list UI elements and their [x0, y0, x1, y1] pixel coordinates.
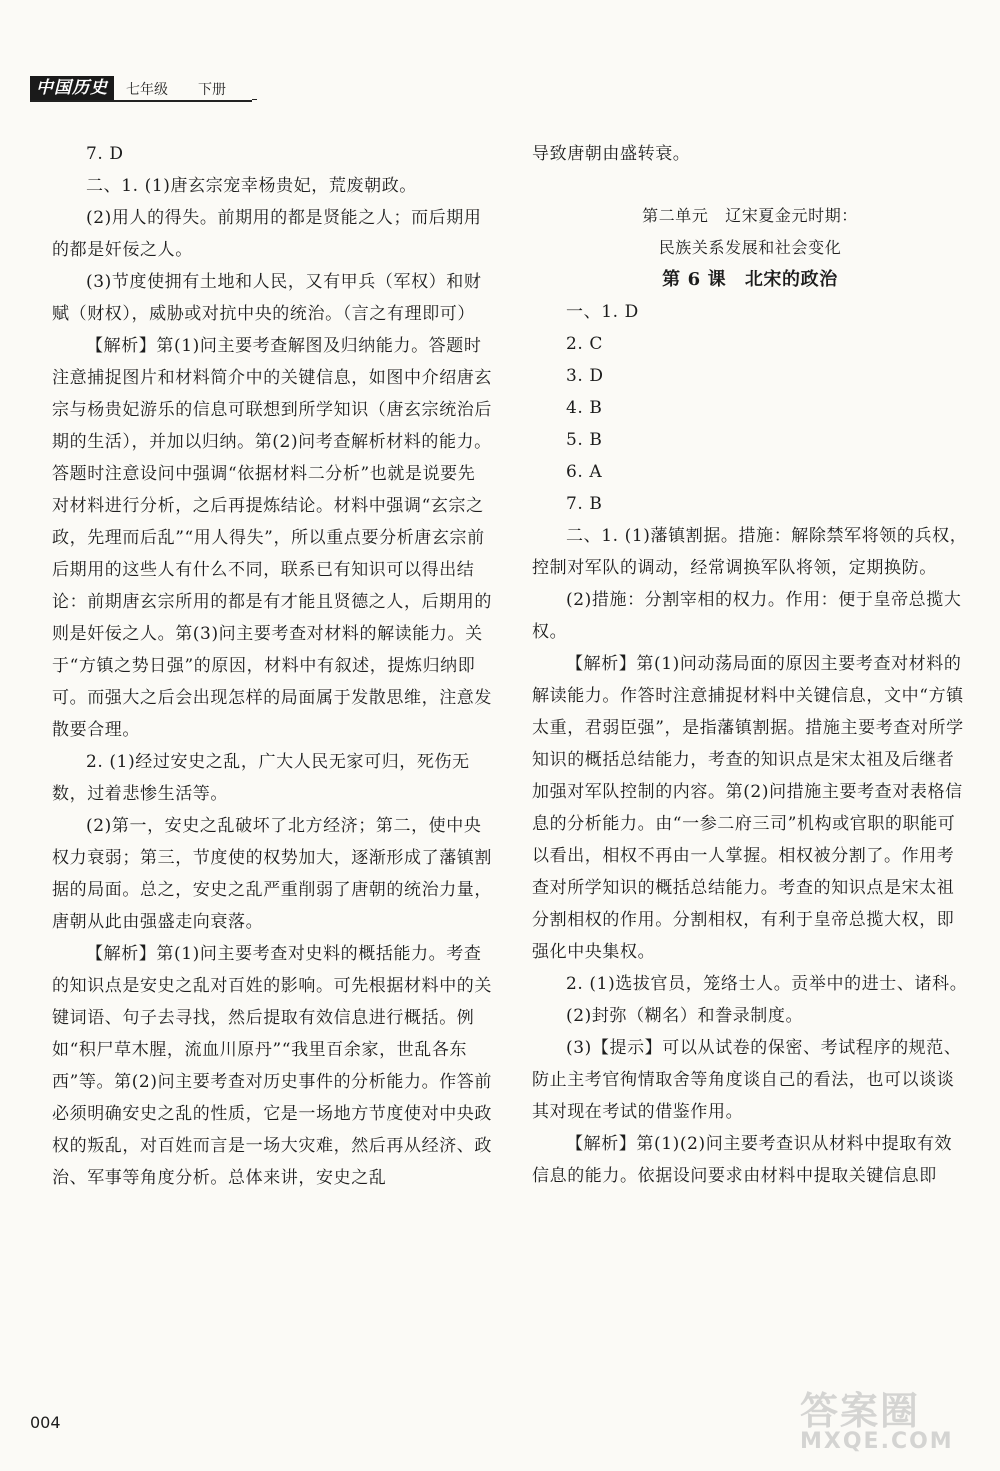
book-logo: 中国历史	[30, 76, 114, 100]
right-column	[532, 138, 968, 1192]
right-paragraph: 第二单元 辽宋夏金元时期：	[642, 206, 858, 225]
right-paragraph: 【解析】第(1)(2)问主要考查识从材料中提取有效信息的能力。依据设问要求由材料中提取关键信息即	[532, 1134, 953, 1186]
left-paragraph: 【解析】第(1)问主要考查解图及归纳能力。答题时注意捕捉图片和材料简介中的关键信息，如图中介绍唐玄宗与杨贵妃游乐的信息可联想到所学知识（唐玄宗统治后期的生活），并加以归纳。第(2)问考查解析材料的能力。答题时注意设问中强调“依据材料二分析”也就是说要先对材料进行分析，之后再提炼结论。材料中强调“玄宗之政，先理而后乱”“用人得失”，所以重点要分析唐玄宗前后期用的这些人有什么不同，联系已有知识可以得出结论：前期唐玄宗所用的都是有才能且贤德之人，后期用的则是奸佞之人。第(3)问主要考查对材料的解读能力。关于“方镇之势日强”的原因，材料中有叙述，提炼归纳即可。而强大之后会出现怎样的局面属于发散思维，注意发散要合理。	[52, 336, 492, 740]
right-paragraph: (2)封弥（糊名）和誊录制度。	[566, 1006, 804, 1026]
watermark-logo: 答案圈 MXQE.COM	[800, 1389, 954, 1454]
header-rule	[30, 100, 252, 102]
right-paragraph: 7. B	[566, 494, 603, 514]
left-paragraph: 二、1. (1)唐玄宗宠幸杨贵妃，荒废朝政。	[86, 176, 417, 196]
right-paragraph: 第 6 课 北宋的政治	[662, 269, 838, 290]
right-paragraph: (2)措施：分割宰相的权力。作用：便于皇帝总揽大权。	[532, 590, 962, 642]
left-paragraph: 7. D	[86, 144, 124, 164]
left-paragraph: (2)用人的得失。前期用的都是贤能之人；而后期用的都是奸佞之人。	[52, 208, 482, 260]
left-paragraph: 2. (1)经过安史之乱，广大人民无家可归，死伤无数，过着悲惨生活等。	[52, 752, 470, 804]
right-paragraph: (3)【提示】可以从试卷的保密、考试程序的规范、防止主考官徇情取舍等角度谈自己的看法，也可以谈谈其对现在考试的借鉴作用。	[532, 1038, 962, 1122]
running-header	[30, 76, 260, 102]
page-number: 004	[30, 1413, 61, 1432]
left-paragraph: (2)第一，安史之乱破坏了北方经济；第二，使中央权力衰弱；第三，节度使的权势加大，逐渐形成了藩镇割据的局面。总之，安史之乱严重削弱了唐朝的统治力量，唐朝从此由强盛走向衰落。	[52, 816, 492, 932]
right-paragraph: 6. A	[566, 462, 603, 482]
right-paragraph: 【解析】第(1)问动荡局面的原因主要考查对材料的解读能力。作答时注意捕捉材料中关键信息，文中“方镇太重，君弱臣强”，是指藩镇割据。措施主要考查对所学知识的概括总结能力，考查的知识点是宋太祖及后继者加强对军队控制的内容。第(2)问措施主要考查对表格信息的分析能力。由“一参二府三司”机构或官职的职能可以看出，相权不再由一人掌握。相权被分割了。作用考查对所学知识的概括总结能力。考查的知识点是宋太祖分割相权的作用。分割相权，有利于皇帝总揽大权，即强化中央集权。	[532, 654, 964, 962]
left-paragraph: 【解析】第(1)问主要考查对史料的概括能力。考查的知识点是安史之乱对百姓的影响。可先根据材料中的关键词语、句子去寻找，然后提取有效信息进行概括。例如“积尸草木腥，流血川原丹”“我里百余家，世乱各东西”等。第(2)问主要考查对历史事件的分析能力。作答前必须明确安史之乱的性质，它是一场地方节度使对中央政权的叛乱，对百姓而言是一场大灾难，然后再从经济、政治、军事等角度分析。总体来讲，安史之乱	[52, 944, 492, 1188]
right-paragraph: 二、1. (1)藩镇割据。措施：解除禁军将领的兵权，控制对军队的调动，经常调换军队将领，定期换防。	[532, 526, 968, 578]
left-paragraph: (3)节度使拥有土地和人民，又有甲兵（军权）和财赋（财权），威胁或对抗中央的统治。（言之有理即可）	[52, 272, 482, 324]
right-paragraph: 民族关系发展和社会变化	[658, 238, 842, 257]
right-paragraph: 4. B	[566, 398, 603, 418]
right-paragraph: 2. C	[566, 334, 604, 354]
right-paragraph: 导致唐朝由盛转衰。	[532, 144, 691, 164]
left-column	[52, 138, 492, 1194]
right-paragraph: 2. (1)选拔官员，笼络士人。贡举中的进士、诸科。	[566, 974, 968, 994]
right-paragraph: 5. B	[566, 430, 603, 450]
right-paragraph: 3. D	[566, 366, 604, 386]
volume-label: 下册	[198, 82, 226, 98]
grade-label: 七年级	[126, 82, 168, 98]
right-paragraph: 一、1. D	[566, 302, 639, 322]
header-rule-tick	[252, 99, 257, 100]
